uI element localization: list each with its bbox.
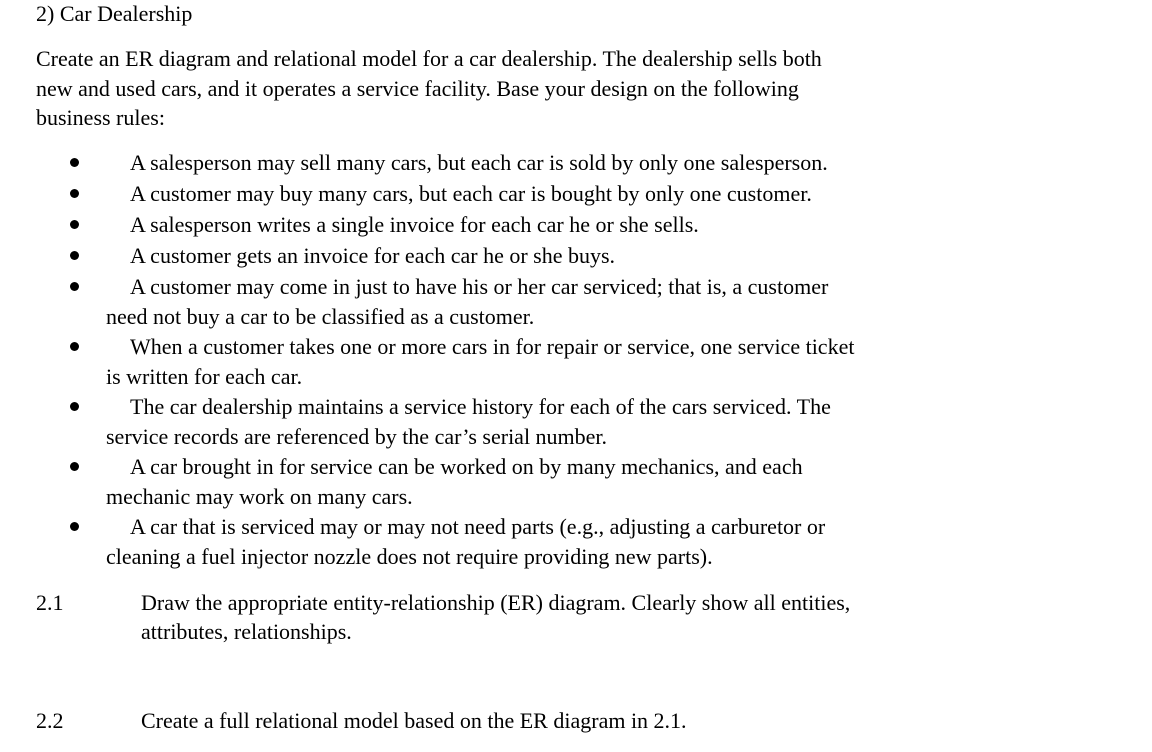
rule-text-continued: mechanic may work on many cars. [106, 483, 413, 509]
rule-item [0, 392, 1152, 451]
rule-text: A customer may buy many cars, but each car is bought by only one customer. [130, 181, 812, 206]
rule-text-continued: cleaning a fuel injector nozzle does not require providing new parts). [106, 543, 713, 569]
rule-text: When a customer takes one or more cars in for repair or service, one service ticket [130, 334, 855, 359]
rule-text: A customer may come in just to have his or her car serviced; that is, a customer [130, 274, 829, 299]
rule-item [0, 512, 1152, 571]
question-text [141, 706, 687, 735]
rule-item [0, 272, 1152, 331]
question-number: 2.2 [36, 708, 64, 733]
rule-text-continued: service records are referenced by the car’s serial number. [106, 423, 608, 449]
rule-text: A salesperson writes a single invoice for each car he or she sells. [130, 212, 699, 237]
question-line: Create a full relational model based on the ER diagram in 2.1. [141, 708, 687, 733]
rule-text: A customer gets an invoice for each car he or she buys. [130, 243, 616, 268]
rule-text-continued: is written for each car. [106, 363, 303, 389]
bullet-icon [70, 282, 79, 291]
bullet-icon [70, 342, 79, 351]
section-heading: 2) Car Dealership [36, 1, 193, 26]
question-text [141, 588, 850, 646]
rule-text: A salesperson may sell many cars, but each car is sold by only one salesperson. [130, 150, 828, 175]
bullet-icon [70, 158, 79, 167]
bullet-icon [70, 251, 79, 260]
business-rules-list [0, 148, 1152, 571]
rule-text: A car that is serviced may or may not need parts (e.g., adjusting a carburetor or [130, 514, 826, 539]
question-number: 2.1 [36, 590, 64, 615]
intro-line: new and used cars, and it operates a service facility. Base your design on the following [36, 75, 799, 101]
bullet-icon [70, 402, 79, 411]
rule-item [0, 452, 1152, 511]
rule-item [0, 148, 1152, 178]
rule-item [0, 210, 1152, 240]
bullet-icon [70, 220, 79, 229]
question-line: Draw the appropriate entity-relationship (ER) diagram. Clearly show all entities, [141, 590, 851, 615]
question-line: attributes, relationships. [141, 619, 352, 644]
rule-item [0, 241, 1152, 271]
intro-paragraph [36, 44, 896, 133]
rule-text-continued: need not buy a car to be classified as a customer. [106, 303, 535, 329]
bullet-icon [70, 189, 79, 198]
rule-item [0, 332, 1152, 391]
intro-line: Create an ER diagram and relational model for a car dealership. The dealership sells both [36, 46, 822, 71]
bullet-icon [70, 522, 79, 531]
intro-line: business rules: [36, 105, 165, 130]
bullet-icon [70, 462, 79, 471]
rule-item [0, 179, 1152, 209]
rule-text: The car dealership maintains a service history for each of the cars serviced. The [130, 394, 831, 419]
rule-text: A car brought in for service can be worked on by many mechanics, and each [130, 454, 803, 479]
